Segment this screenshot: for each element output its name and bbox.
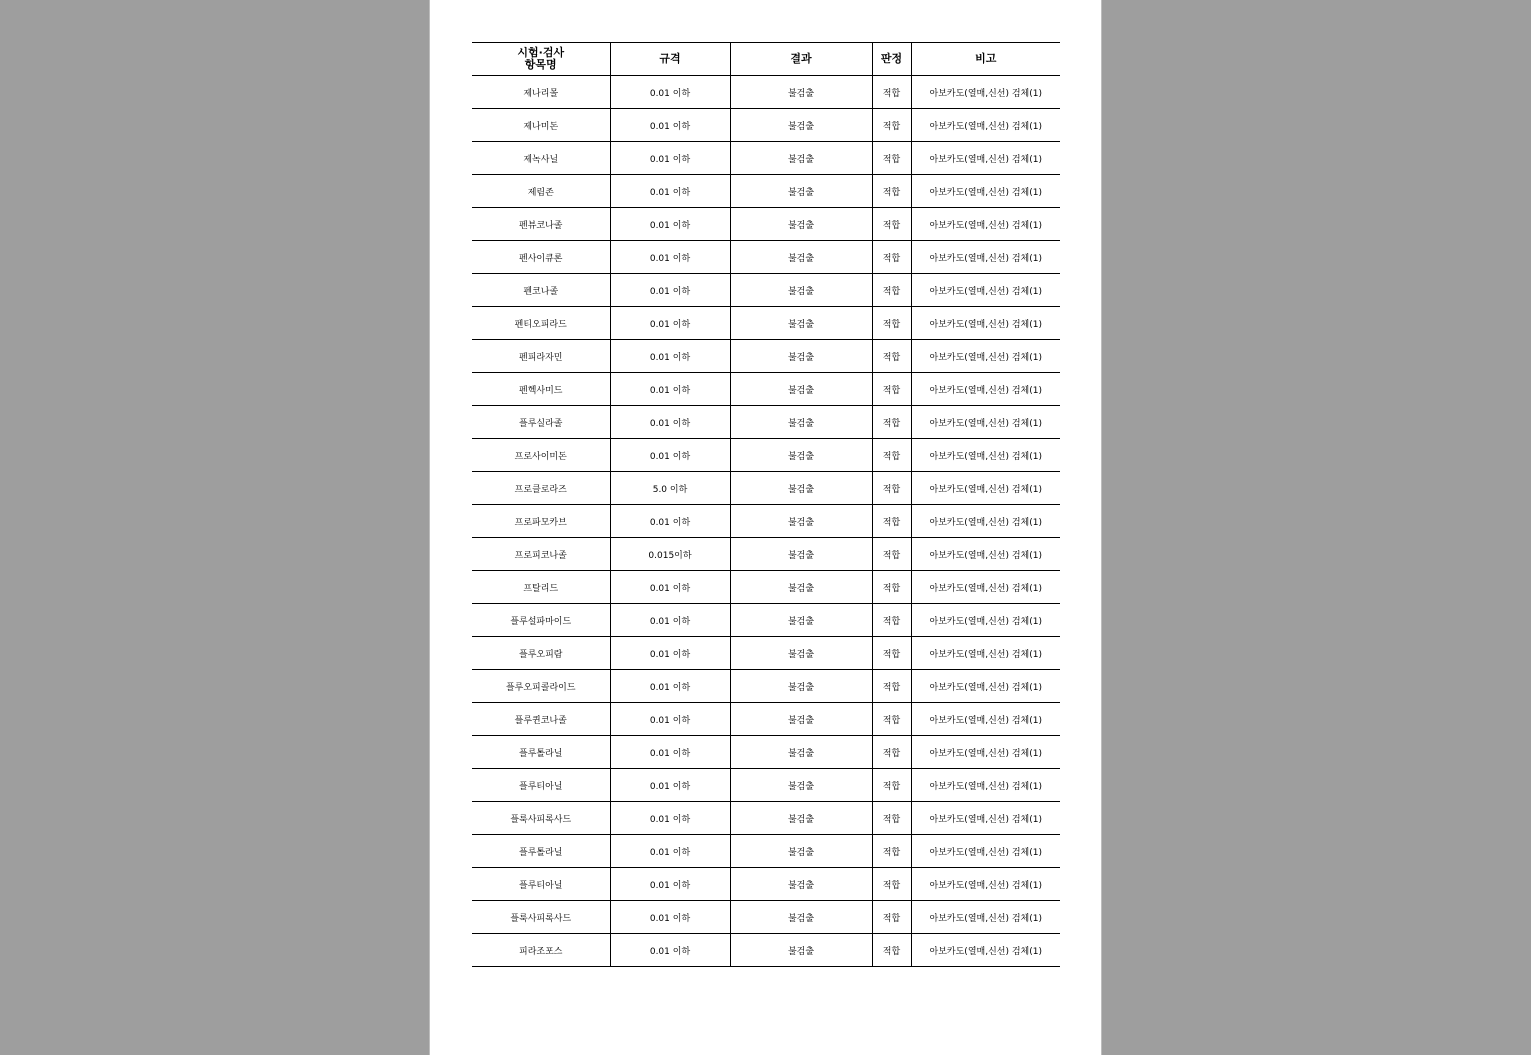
cell-judgment: 적합: [872, 736, 911, 769]
cell-result: 불검출: [730, 76, 872, 109]
cell-judgment: 적합: [872, 307, 911, 340]
cell-spec: 0.01 이하: [610, 769, 730, 802]
cell-item-name: 플루실라졸: [472, 406, 610, 439]
table-row: [472, 802, 1060, 835]
cell-item-name: 프탈리드: [472, 571, 610, 604]
cell-spec: 0.01 이하: [610, 703, 730, 736]
cell-item-name: 프로파모카브: [472, 505, 610, 538]
cell-result: 불검출: [730, 571, 872, 604]
cell-spec: 0.01 이하: [610, 208, 730, 241]
cell-spec: 0.01 이하: [610, 670, 730, 703]
cell-item-name: 플룩사피록사드: [472, 802, 610, 835]
table-body: [472, 76, 1060, 967]
cell-result: 불검출: [730, 505, 872, 538]
cell-result: 불검출: [730, 109, 872, 142]
cell-result: 불검출: [730, 670, 872, 703]
cell-spec: 0.01 이하: [610, 142, 730, 175]
cell-remark: 아보카도(열매,신선) 검체(1): [911, 142, 1060, 175]
cell-remark: 아보카도(열매,신선) 검체(1): [911, 307, 1060, 340]
cell-judgment: 적합: [872, 340, 911, 373]
cell-remark: 아보카도(열매,신선) 검체(1): [911, 835, 1060, 868]
cell-item-name: 플루오피람: [472, 637, 610, 670]
cell-remark: 아보카도(열매,신선) 검체(1): [911, 241, 1060, 274]
cell-item-name: 플루퀸코나졸: [472, 703, 610, 736]
header-item-line2: 항목명: [524, 58, 557, 71]
cell-item-name: 펜사이큐론: [472, 241, 610, 274]
cell-judgment: 적합: [872, 76, 911, 109]
cell-remark: 아보카도(열매,신선) 검체(1): [911, 76, 1060, 109]
cell-spec: 0.01 이하: [610, 439, 730, 472]
cell-item-name: 플루톨라닐: [472, 835, 610, 868]
cell-spec: 0.01 이하: [610, 637, 730, 670]
cell-judgment: 적합: [872, 274, 911, 307]
table-row: [472, 373, 1060, 406]
cell-result: 불검출: [730, 868, 872, 901]
cell-item-name: 프로클로라즈: [472, 472, 610, 505]
cell-item-name: 플루설파마이드: [472, 604, 610, 637]
cell-result: 불검출: [730, 175, 872, 208]
cell-judgment: 적합: [872, 901, 911, 934]
header-result: 결과: [730, 43, 872, 76]
table-row: [472, 472, 1060, 505]
table-row: [472, 769, 1060, 802]
table-row: [472, 175, 1060, 208]
table-row: [472, 901, 1060, 934]
cell-judgment: 적합: [872, 604, 911, 637]
cell-judgment: 적합: [872, 208, 911, 241]
cell-remark: 아보카도(열매,신선) 검체(1): [911, 373, 1060, 406]
header-judgment: 판정: [872, 43, 911, 76]
table-row: [472, 703, 1060, 736]
cell-judgment: 적합: [872, 373, 911, 406]
cell-result: 불검출: [730, 769, 872, 802]
cell-remark: 아보카도(열매,신선) 검체(1): [911, 604, 1060, 637]
cell-spec: 0.01 이하: [610, 736, 730, 769]
cell-result: 불검출: [730, 439, 872, 472]
cell-judgment: 적합: [872, 670, 911, 703]
cell-result: 불검출: [730, 373, 872, 406]
cell-spec: 0.01 이하: [610, 934, 730, 967]
table-row: [472, 637, 1060, 670]
table-row: [472, 736, 1060, 769]
cell-judgment: 적합: [872, 868, 911, 901]
cell-item-name: 플루오피콜라이드: [472, 670, 610, 703]
cell-remark: 아보카도(열매,신선) 검체(1): [911, 901, 1060, 934]
cell-spec: 0.01 이하: [610, 241, 730, 274]
table-row: [472, 307, 1060, 340]
cell-judgment: 적합: [872, 934, 911, 967]
document-page: [429, 0, 1102, 1055]
cell-remark: 아보카도(열매,신선) 검체(1): [911, 109, 1060, 142]
cell-remark: 아보카도(열매,신선) 검체(1): [911, 274, 1060, 307]
cell-result: 불검출: [730, 208, 872, 241]
cell-remark: 아보카도(열매,신선) 검체(1): [911, 736, 1060, 769]
cell-judgment: 적합: [872, 505, 911, 538]
cell-spec: 0.01 이하: [610, 76, 730, 109]
cell-judgment: 적합: [872, 835, 911, 868]
cell-judgment: 적합: [872, 571, 911, 604]
cell-item-name: 펜피라자민: [472, 340, 610, 373]
cell-remark: 아보카도(열매,신선) 검체(1): [911, 802, 1060, 835]
cell-item-name: 플루티아닐: [472, 769, 610, 802]
cell-remark: 아보카도(열매,신선) 검체(1): [911, 439, 1060, 472]
table-row: [472, 274, 1060, 307]
table-row: [472, 868, 1060, 901]
cell-result: 불검출: [730, 703, 872, 736]
cell-result: 불검출: [730, 637, 872, 670]
cell-remark: 아보카도(열매,신선) 검체(1): [911, 769, 1060, 802]
header-remark: 비고: [911, 43, 1060, 76]
cell-remark: 아보카도(열매,신선) 검체(1): [911, 505, 1060, 538]
table-row: [472, 835, 1060, 868]
cell-judgment: 적합: [872, 406, 911, 439]
table-row: [472, 571, 1060, 604]
cell-spec: 0.01 이하: [610, 604, 730, 637]
cell-remark: 아보카도(열매,신선) 검체(1): [911, 637, 1060, 670]
cell-remark: 아보카도(열매,신선) 검체(1): [911, 571, 1060, 604]
cell-item-name: 제녹사닐: [472, 142, 610, 175]
header-item-line1: 시험·검사: [517, 46, 565, 59]
cell-judgment: 적합: [872, 109, 911, 142]
cell-item-name: 펜뷰코나졸: [472, 208, 610, 241]
cell-judgment: 적합: [872, 637, 911, 670]
cell-result: 불검출: [730, 307, 872, 340]
cell-spec: 0.01 이하: [610, 175, 730, 208]
cell-judgment: 적합: [872, 802, 911, 835]
cell-result: 불검출: [730, 274, 872, 307]
cell-result: 불검출: [730, 241, 872, 274]
cell-remark: 아보카도(열매,신선) 검체(1): [911, 868, 1060, 901]
cell-item-name: 펜헥사미드: [472, 373, 610, 406]
table-row: [472, 109, 1060, 142]
table-row: [472, 406, 1060, 439]
cell-spec: 0.01 이하: [610, 109, 730, 142]
table-row: [472, 142, 1060, 175]
cell-item-name: 펜코나졸: [472, 274, 610, 307]
cell-judgment: 적합: [872, 703, 911, 736]
cell-item-name: 피라조포스: [472, 934, 610, 967]
cell-result: 불검출: [730, 934, 872, 967]
cell-remark: 아보카도(열매,신선) 검체(1): [911, 340, 1060, 373]
cell-item-name: 플루티아닐: [472, 868, 610, 901]
cell-result: 불검출: [730, 736, 872, 769]
cell-spec: 5.0 이하: [610, 472, 730, 505]
cell-judgment: 적합: [872, 472, 911, 505]
cell-item-name: 프로피코나졸: [472, 538, 610, 571]
table-row: [472, 604, 1060, 637]
table-row: [472, 538, 1060, 571]
cell-spec: 0.01 이하: [610, 340, 730, 373]
table-row: [472, 208, 1060, 241]
cell-judgment: 적합: [872, 538, 911, 571]
cell-spec: 0.01 이하: [610, 373, 730, 406]
cell-result: 불검출: [730, 340, 872, 373]
cell-judgment: 적합: [872, 142, 911, 175]
cell-judgment: 적합: [872, 439, 911, 472]
cell-judgment: 적합: [872, 769, 911, 802]
cell-result: 불검출: [730, 604, 872, 637]
cell-spec: 0.01 이하: [610, 571, 730, 604]
cell-remark: 아보카도(열매,신선) 검체(1): [911, 208, 1060, 241]
table-row: [472, 241, 1060, 274]
header-spec: 규격: [610, 43, 730, 76]
table-row: [472, 934, 1060, 967]
test-results-table: [472, 42, 1060, 967]
cell-spec: 0.015이하: [610, 538, 730, 571]
cell-spec: 0.01 이하: [610, 868, 730, 901]
cell-judgment: 적합: [872, 175, 911, 208]
cell-spec: 0.01 이하: [610, 274, 730, 307]
cell-result: 불검출: [730, 802, 872, 835]
cell-remark: 아보카도(열매,신선) 검체(1): [911, 538, 1060, 571]
table-header-row: [472, 43, 1060, 76]
cell-judgment: 적합: [872, 241, 911, 274]
cell-spec: 0.01 이하: [610, 835, 730, 868]
cell-result: 불검출: [730, 835, 872, 868]
cell-spec: 0.01 이하: [610, 505, 730, 538]
cell-item-name: 플루톨라닐: [472, 736, 610, 769]
cell-spec: 0.01 이하: [610, 901, 730, 934]
cell-item-name: 펜티오피라드: [472, 307, 610, 340]
table-row: [472, 439, 1060, 472]
table-row: [472, 505, 1060, 538]
cell-result: 불검출: [730, 472, 872, 505]
cell-item-name: 제나리몰: [472, 76, 610, 109]
table-row: [472, 670, 1060, 703]
cell-remark: 아보카도(열매,신선) 검체(1): [911, 406, 1060, 439]
header-item-name: [472, 43, 610, 76]
cell-result: 불검출: [730, 406, 872, 439]
cell-result: 불검출: [730, 538, 872, 571]
table-row: [472, 76, 1060, 109]
cell-item-name: 플룩사피록사드: [472, 901, 610, 934]
cell-remark: 아보카도(열매,신선) 검체(1): [911, 175, 1060, 208]
cell-remark: 아보카도(열매,신선) 검체(1): [911, 703, 1060, 736]
cell-item-name: 제나미돈: [472, 109, 610, 142]
cell-item-name: 프로사이미돈: [472, 439, 610, 472]
cell-result: 불검출: [730, 142, 872, 175]
cell-item-name: 제림존: [472, 175, 610, 208]
cell-result: 불검출: [730, 901, 872, 934]
cell-remark: 아보카도(열매,신선) 검체(1): [911, 934, 1060, 967]
cell-remark: 아보카도(열매,신선) 검체(1): [911, 670, 1060, 703]
cell-spec: 0.01 이하: [610, 406, 730, 439]
cell-spec: 0.01 이하: [610, 307, 730, 340]
table-row: [472, 340, 1060, 373]
cell-spec: 0.01 이하: [610, 802, 730, 835]
cell-remark: 아보카도(열매,신선) 검체(1): [911, 472, 1060, 505]
